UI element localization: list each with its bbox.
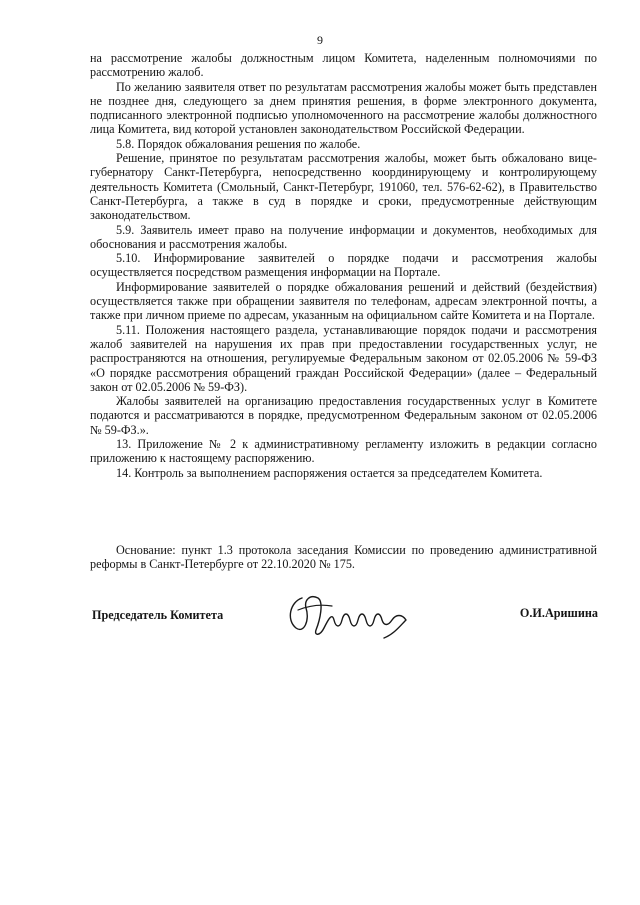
paragraph: 5.10. Информирование заявителей о порядке подачи и рассмотрения жалобы осуществляется посредством размещения информации на Портале. [90, 251, 597, 280]
handwritten-signature [280, 590, 415, 642]
paragraph: Информирование заявителей о порядке обжалования решений и действий (бездействия) осуществляется также при обращении заявителя по телефонам, адресам электронной почты, а также при личном приеме по адресам, указанным на официальном сайте Комитета и на Портале. [90, 279, 597, 323]
signatory-title: Председатель Комитета [92, 608, 224, 622]
paragraph: 13. Приложение № 2 к административному регламенту изложить в редакции согласно приложению к настоящему распоряжению. [90, 437, 597, 466]
paragraph: 5.11. Положения настоящего раздела, устанавливающие порядок подачи и рассмотрения жалоб заявителей на нарушения их прав при предоставлении государственных услуг, не распространяются на отношения, регулируемые Федеральным законом от 02.05.2006 № 59-ФЗ «О порядке рассмотрения обращений граждан Российской Федерации» (далее – Федеральный закон от 02.05.2006 № 59-ФЗ). [90, 322, 597, 394]
paragraph: 14. Контроль за выполнением распоряжения остается за председателем Комитета. [116, 465, 543, 480]
paragraph: Жалобы заявителей на организацию предоставления государственных услуг в Комитете подаются и рассматриваются в порядке, предусмотренном Федеральным законом от 02.05.2006 № 59-ФЗ.». [90, 394, 597, 437]
page-number: 9 [317, 33, 323, 47]
signatory-name: О.И.Аришина [519, 606, 598, 620]
basis-paragraph: Основание: пункт 1.3 протокола заседания Комиссии по проведению административной реформы в Санкт-Петербурге от 22.10.2020 № 175. [90, 543, 597, 572]
paragraph: 5.8. Порядок обжалования решения по жалобе. [116, 136, 361, 151]
paragraph: на рассмотрение жалобы должностным лицом Комитета, наделенным полномочиями по рассмотрению жалоб. [90, 51, 597, 80]
paragraph: Решение, принятое по результатам рассмотрения жалобы, может быть обжаловано вице-губернатору Санкт-Петербурга, непосредственно координирующему и контролирующему деятельность Комитета (Смольный, Санкт-Петербург, 191060, тел. 576-62-62), в Правительство Санкт-Петербурга, а также в суд в порядке и сроки, предусмотренные действующим законодательством. [90, 151, 597, 223]
paragraph: По желанию заявителя ответ по результатам рассмотрения жалобы может быть представлен не позднее дня, следующего за днем принятия решения, в форме электронного документа, подписанного электронной подписью уполномоченного на рассмотрение жалобы должностного лица Комитета, вид которой установлен законодательством Российской Федерации. [90, 79, 597, 137]
paragraph: 5.9. Заявитель имеет право на получение информации и документов, необходимых для обоснования и рассмотрения жалобы. [90, 222, 597, 251]
body-text [90, 51, 597, 480]
